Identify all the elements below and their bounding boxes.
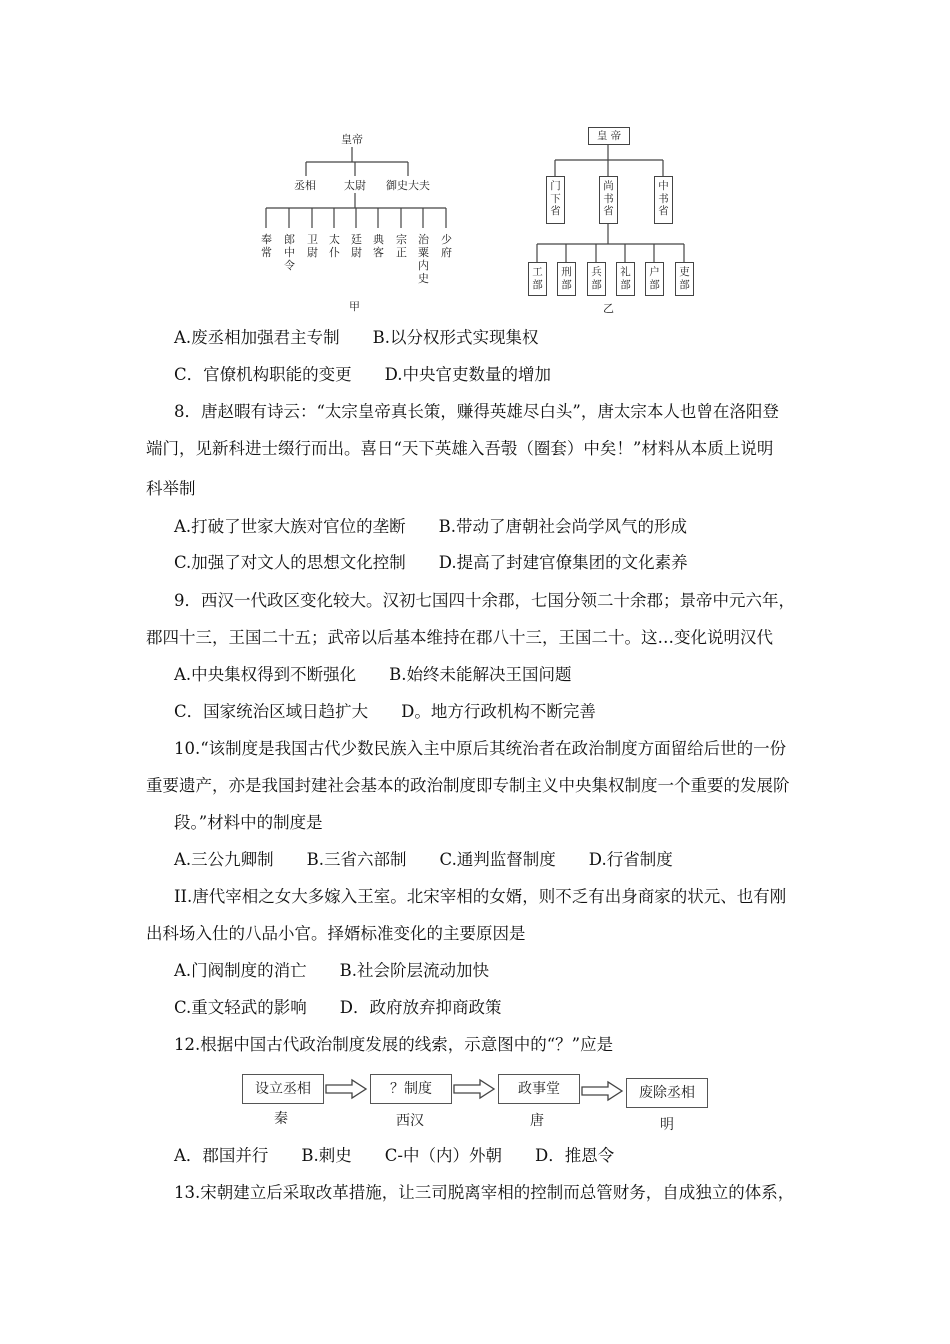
chain-arrow-2 <box>454 1080 494 1098</box>
q8-stem-line-3: 科举制 <box>146 479 196 498</box>
q7-options-cd: C．官僚机构职能的变更 D.中央官吏数量的增加 <box>174 365 552 384</box>
q8-options-ab: A.打破了世家大族对官位的垄断 B.带动了唐朝社会尚学风气的形成 <box>174 517 688 536</box>
jia-yushi: 御史大夫 <box>386 179 430 192</box>
jia-chancellor: 丞相 <box>294 179 316 192</box>
jia-minister-5: 廷尉 <box>351 233 362 259</box>
chain-box-1: 设立丞相 <box>242 1074 324 1104</box>
jia-minister-2: 郎中令 <box>284 233 295 272</box>
jia-minister-9: 少府 <box>441 233 452 259</box>
q11-stem-line-1: II.唐代宰相之女大多嫁入王室。北宋宰相的女婿，则不乏有出身商家的状元、也有刚 <box>174 887 787 906</box>
chain-label-qin: 秦 <box>274 1111 288 1127</box>
jia-minister-6: 典客 <box>373 233 384 259</box>
jia-top-emperor: 皇帝 <box>341 133 363 146</box>
jia-minister-3: 卫尉 <box>307 233 318 259</box>
yi-ministry-2 <box>557 262 576 296</box>
yi-ministry-6-label: 吏部 <box>679 266 690 291</box>
yi-zhongshu-label: 中书省 <box>658 180 669 217</box>
q8-stem-line-1: 8．唐赵暇有诗云：“太宗皇帝真长策，赚得英雄尽白头”，唐太宗本人也曾在洛阳登 <box>174 402 779 421</box>
yi-ministry-2-label: 刑部 <box>561 266 572 291</box>
q10-stem-line-1: 10.“该制度是我国古代少数民族入主中原后其统治者在政治制度方面留给后世的一份 <box>174 739 787 758</box>
jia-taiwei: 太尉 <box>344 179 366 192</box>
chain-label-xihan: 西汉 <box>396 1113 424 1129</box>
chain-label-ming: 明 <box>660 1117 674 1133</box>
yi-ministry-1 <box>528 262 547 296</box>
chain-arrows <box>0 1070 950 1110</box>
yi-shangshu-sheng <box>599 176 618 224</box>
yi-ministry-3-label: 兵部 <box>591 266 602 291</box>
yi-zhongshu-sheng <box>654 176 673 224</box>
yi-ministry-1-label: 工部 <box>532 266 543 291</box>
yi-menxia-label: 门下省 <box>550 180 561 217</box>
q10-stem-line-2: 重要遗产，亦是我国封建社会基本的政治制度即专制主义中央集权制度一个重要的发展阶 <box>146 776 790 795</box>
diagram-yi-lines <box>0 0 950 330</box>
yi-ministry-4-label: 礼部 <box>620 266 631 291</box>
chain-box-3: 政事堂 <box>498 1074 580 1104</box>
jia-minister-4: 太仆 <box>329 233 340 259</box>
q9-options-ab: A.中央集权得到不断强化 B.始终未能解决王国问题 <box>174 665 572 684</box>
jia-minister-1: 奉常 <box>261 233 272 259</box>
jia-caption: 甲 <box>349 300 360 313</box>
q10-stem-line-3: 段。”材料中的制度是 <box>174 813 323 832</box>
chain-box-2: ？制度 <box>370 1074 452 1104</box>
q9-stem-line-1: 9．西汉一代政区变化较大。汉初七国四十余郡，七国分领二十余郡；景帝中元六年， <box>174 591 795 610</box>
chain-box-4: 废除丞相 <box>626 1078 708 1108</box>
yi-ministry-3 <box>587 262 606 296</box>
q11-options-cd: C.重文轻武的影响 D．政府放弃抑商政策 <box>174 998 502 1017</box>
q9-stem-line-2: 郡四十三，王国二十五；武帝以后基本维持在郡八十三，王国二十。这…变化说明汉代 <box>146 628 773 647</box>
jia-minister-7: 宗正 <box>396 233 407 259</box>
yi-ministry-4 <box>616 262 635 296</box>
yi-shangshu-label: 尚书省 <box>603 180 614 217</box>
chain-arrow-1 <box>326 1080 366 1098</box>
jia-minister-8: 治粟内史 <box>418 233 429 285</box>
q13-stem-line-1: 13.宋朝建立后采取改革措施，让三司脱离宰相的控制而总管财务，自成独立的体系， <box>174 1183 795 1202</box>
q12-options: A．郡国并行 B.刺史 C-中（内）外朝 D．推恩令 <box>174 1146 615 1165</box>
q7-options-ab: A.废丞相加强君主专制 B.以分权形式实现集权 <box>174 328 539 347</box>
q8-stem-line-2: 端门，见新科进士缀行而出。喜日“天下英雄入吾彀（圈套）中矣！”材料从本质上说明 <box>146 439 774 458</box>
yi-menxia-sheng <box>546 176 565 224</box>
q11-stem-line-2: 出科场入仕的八品小官。择婿标准变化的主要原因是 <box>146 924 526 943</box>
q9-options-cd: C．国家统治区域日趋扩大 D。地方行政机构不断完善 <box>174 702 596 721</box>
q12-stem: 12.根据中国古代政治制度发展的线索，示意图中的“？”应是 <box>174 1035 614 1054</box>
chain-arrow-3 <box>582 1082 622 1100</box>
yi-ministry-5-label: 户部 <box>649 266 660 291</box>
yi-ministry-6 <box>675 262 694 296</box>
yi-ministry-5 <box>645 262 664 296</box>
q11-options-ab: A.门阀制度的消亡 B.社会阶层流动加快 <box>174 961 490 980</box>
chain-label-tang: 唐 <box>530 1113 544 1129</box>
q10-options: A.三公九卿制 B.三省六部制 C.通判监督制度 D.行省制度 <box>174 850 673 869</box>
yi-top-emperor: 皇 帝 <box>588 127 630 145</box>
yi-caption: 乙 <box>603 302 614 315</box>
q8-options-cd: C.加强了对文人的思想文化控制 D.提高了封建官僚集团的文化素养 <box>174 553 688 572</box>
